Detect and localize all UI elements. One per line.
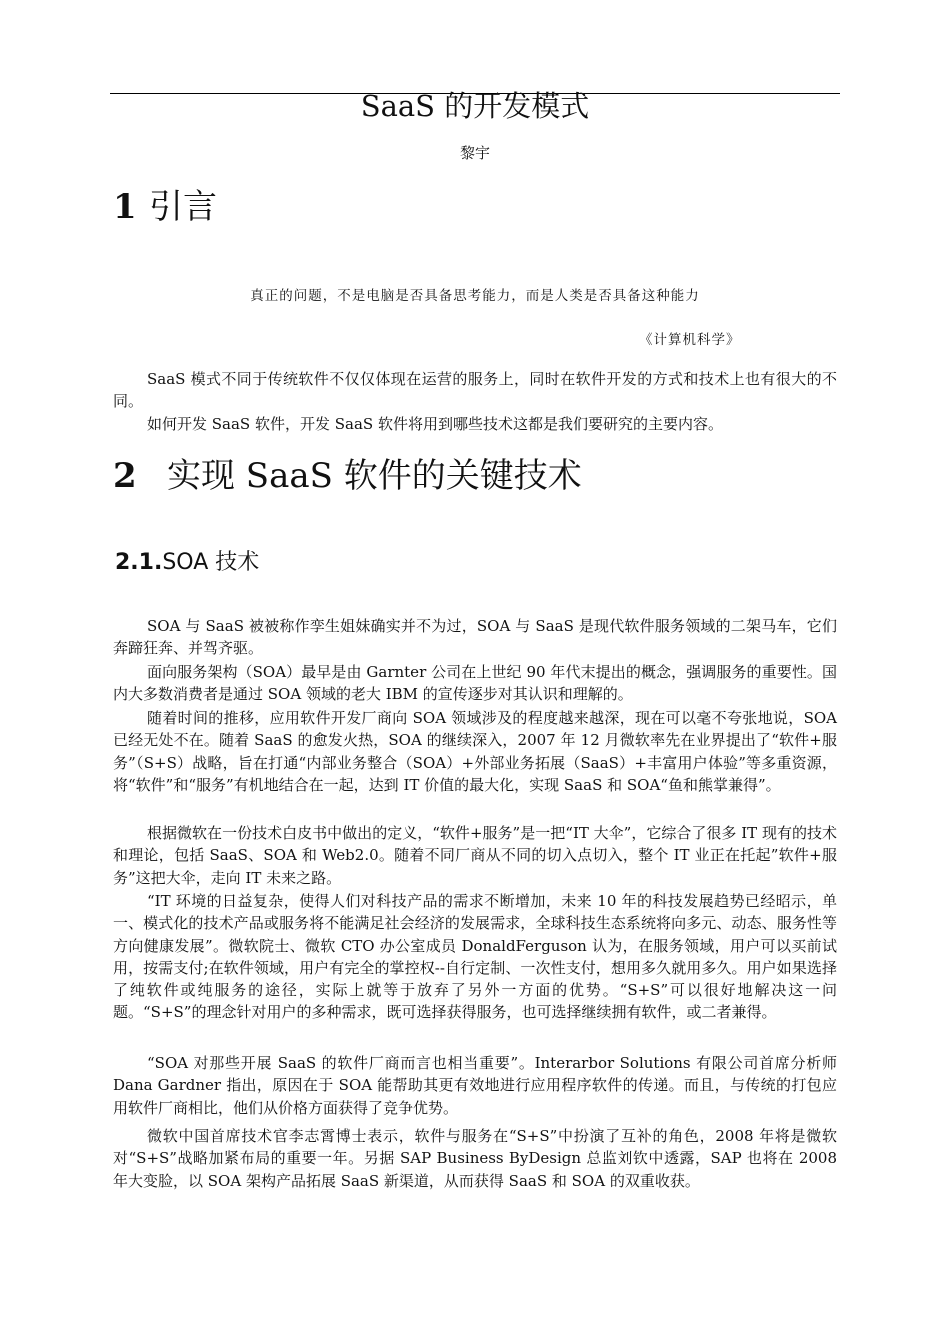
epigraph-quote: 真正的问题，不是电脑是否具备思考能力，而是人类是否具备这种能力 [250, 288, 700, 304]
epigraph-source: 《计算机科学》 [639, 332, 741, 348]
subsection-2-1-title: SOA 技术 [162, 550, 260, 575]
section-1-title: 引言 [149, 187, 217, 227]
section-1-heading [113, 186, 217, 228]
section-2-title: 实现 SaaS 软件的关键技术 [167, 456, 582, 496]
subsection-2-1-heading [115, 549, 259, 577]
subsection-2-1-number: 2.1. [115, 550, 163, 575]
soa-paragraph-1: SOA 与 SaaS 被被称作孪生姐妹确实并不为过，SOA 与 SaaS 是现代软件服务领域的二架马车，它们奔蹄狂奔、并驾齐驱。 [113, 617, 837, 658]
soa-paragraph-7: 微软中国首席技术官李志霄博士表示，软件与服务在“S+S”中扮演了互补的角色，2008 年将是微软对“S+S”战略加紧布局的重要一年。另据 SAP Business ByDesign 总监刘钦中透露，SAP 也将在 2008 年大变脸，以 SOA 架构产品拓展 SaaS 新渠道，从而获得 SaaS 和 SOA 的双重收获。 [113, 1127, 837, 1190]
document-title: SaaS 的开发模式 [360, 89, 590, 123]
section-1-number: 1 [113, 187, 137, 227]
intro-paragraph-1: SaaS 模式不同于传统软件不仅仅体现在运营的服务上，同时在软件开发的方式和技术上也有很大的不同。 [113, 370, 837, 411]
section-2-heading [113, 455, 582, 497]
soa-paragraph-6: “SOA 对那些开展 SaaS 的软件厂商而言也相当重要”。Interarbor Solutions 有限公司首席分析师 Dana Gardner 指出，原因在于 SOA 能帮助其更有效地进行应用程序软件的传递。而且，与传统的打包应用软件厂商相比，他们从价格方面获得了竞争优势。 [113, 1054, 837, 1117]
soa-paragraph-5: “IT 环境的日益复杂，使得人们对科技产品的需求不断增加，未来 10 年的科技发展趋势已经昭示，单一、模式化的技术产品或服务将不能满足社会经济的发展需求，全球科技生态系统将向多元、动态、服务性等方向健康发展”。微软院士、微软 CTO 办公室成员 DonaldFerguson 认为，在服务领域，用户可以买前试用，按需支付;在软件领域，用户有完全的掌控权--自行定制、一次性支付，想用多久就用多久。用户如果选择了纯软件或纯服务的途径，实际上就等于放弃了另外一方面的优势。“S+S”可以很好地解决这一问题。“S+S”的理念针对用户的多种需求，既可选择获得服务，也可选择继续拥有软件，或二者兼得。 [113, 892, 837, 1022]
intro-paragraph-2: 如何开发 SaaS 软件，开发 SaaS 软件将用到哪些技术这都是我们要研究的主要内容。 [147, 415, 723, 433]
section-2-number: 2 [113, 456, 137, 496]
soa-paragraph-4: 根据微软在一份技术白皮书中做出的定义，“软件+服务”是一把“IT 大伞”，它综合了很多 IT 现有的技术和理论，包括 SaaS、SOA 和 Web2.0。随着不同厂商从不同的切入点切入，整个 IT 业正在托起”软件+服务”这把大伞，走向 IT 未来之路。 [113, 824, 837, 887]
document-author: 黎宇 [459, 144, 490, 162]
soa-paragraph-2: 面向服务架构（SOA）最早是由 Garnter 公司在上世纪 90 年代末提出的概念，强调服务的重要性。国内大多数消费者是通过 SOA 领域的老大 IBM 的宣传逐步对其认识和理解的。 [113, 663, 837, 704]
soa-paragraph-3: 随着时间的推移，应用软件开发厂商向 SOA 领域涉及的程度越来越深，现在可以毫不夸张地说，SOA 已经无处不在。随着 SaaS 的愈发火热，SOA 的继续深入，2007 年 12 月微软率先在业界提出了“软件+服务”（S+S）战略，旨在打通“内部业务整合（SOA）+外部业务拓展（SaaS）+丰富用户体验”等多重资源，将“软件”和“服务”有机地结合在一起，达到 IT 价值的最大化，实现 SaaS 和 SOA“鱼和熊掌兼得”。 [113, 709, 837, 794]
